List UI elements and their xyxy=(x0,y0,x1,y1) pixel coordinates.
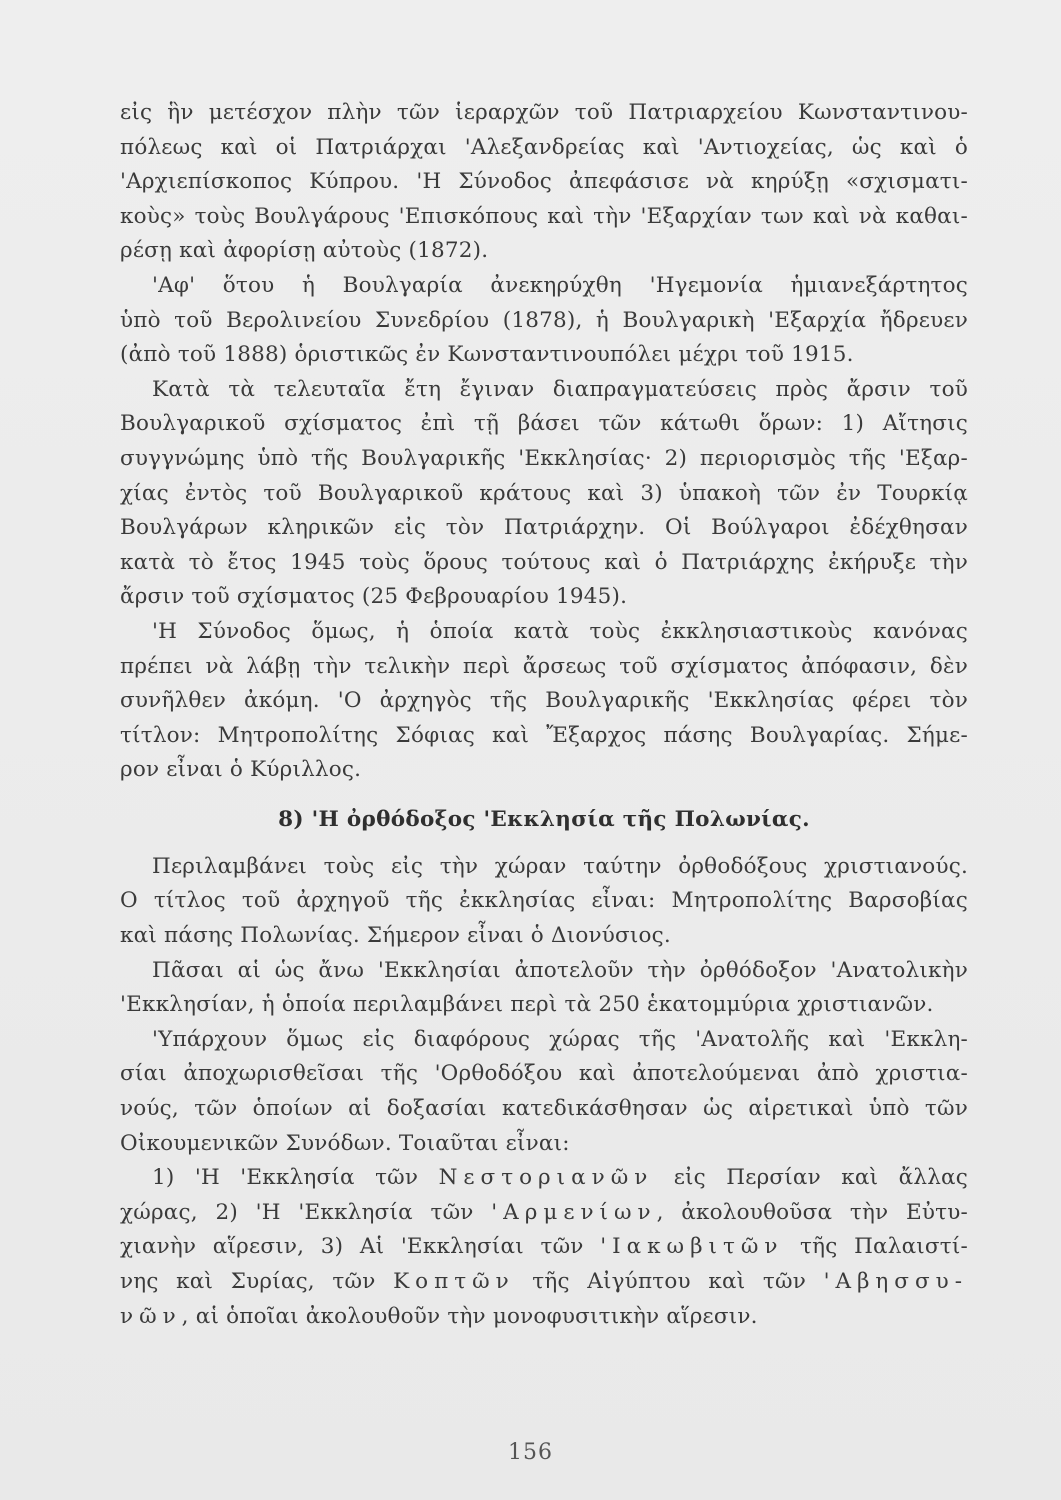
text-line: 'Υπάρχουν ὅμως εἰς διαφόρους χώρας τῆς 'Ανατολῆς καὶ 'Εκκλη- xyxy=(152,1026,968,1052)
text-line: ἄρσιν τοῦ σχίσματος (25 Φεβρουαρίου 1945). xyxy=(120,584,628,610)
spaced-name: Κοπτῶν xyxy=(393,1269,515,1294)
text-line: τίτλον: Μητροπολίτης Σόφιας καὶ Ἔξαρχος πάσης Βουλγαρίας. Σήμε- xyxy=(120,722,968,748)
text-line: καὶ πάσης Πολωνίας. Σήμερον εἶναι ὁ Διονύσιος. xyxy=(120,923,671,949)
spaced-name: 'Ιακωβιτῶν xyxy=(600,1234,784,1260)
text-span: νης καὶ Συρίας, τῶν xyxy=(120,1269,394,1294)
text-line: 'Αφ' ὅτου ἡ Βουλγαρία ἀνεκηρύχθη 'Ηγεμονία ἡμιανεξάρτητος xyxy=(152,272,968,298)
text-line xyxy=(120,1265,968,1300)
text-line: εἰς ἣν μετέσχον πλὴν τῶν ἱεραρχῶν τοῦ Πατριαρχείου Κωνσταντινου- xyxy=(120,100,968,125)
text-line: Περιλαμβάνει τοὺς εἰς τὴν χώραν ταύτην ὀρθοδόξους χριστιανούς. xyxy=(152,853,968,879)
paragraph xyxy=(120,96,968,269)
text-span: εἰς Περσίαν καὶ ἄλλας xyxy=(653,1165,968,1191)
text-line: σίαι ἀποχωρισθεῖσαι τῆς 'Ορθοδόξου καὶ ἀποτελούμεναι ἀπὸ χριστια- xyxy=(120,1061,968,1087)
text-line: πρέπει νὰ λάβῃ τὴν τελικὴν περὶ ἄρσεως τοῦ σχίσματος ἀπόφασιν, δὲν xyxy=(120,653,968,679)
text-line: Πᾶσαι αἱ ὡς ἄνω 'Εκκλησίαι ἀποτελοῦν τὴν ὀρθόδοξον 'Ανατολικὴν xyxy=(152,957,968,983)
text-line xyxy=(120,1300,968,1335)
text-line: κοὺς» τοὺς Βουλγάρους 'Επισκόπους καὶ τὴν 'Εξαρχίαν των καὶ νὰ καθαι- xyxy=(120,203,968,229)
text-line: Ο τίτλος τοῦ ἀρχηγοῦ τῆς ἐκκλησίας εἶναι: Μητροπολίτης Βαρσοβίας xyxy=(120,888,968,914)
text-span: 1) 'Η 'Εκκλησία τῶν xyxy=(152,1165,439,1191)
section-heading: 8) 'Η ὀρθόδοξος 'Εκκλησία τῆς Πολωνίας. xyxy=(278,806,810,832)
text-span: τῆς Αἰγύπτου καὶ τῶν xyxy=(514,1269,824,1294)
page-number: 156 xyxy=(508,1440,553,1465)
spaced-name: Νεστοριανῶν xyxy=(438,1165,654,1191)
text-line: ὑπὸ τοῦ Βερολινείου Συνεδρίου (1878), ἡ Βουλγαρικὴ 'Εξαρχία ἤδρευεν xyxy=(120,307,968,333)
text-line: πόλεως καὶ οἱ Πατριάρχαι 'Αλεξανδρείας καὶ 'Αντιοχείας, ὡς καὶ ὁ xyxy=(120,134,968,160)
text-line: 'Αρχιεπίσκοπος Κύπρου. 'Η Σύνοδος ἀπεφάσισε νὰ κηρύξῃ «σχισματι- xyxy=(120,169,968,195)
text-line: Βουλγαρικοῦ σχίσματος ἐπὶ τῇ βάσει τῶν κάτωθι ὅρων: 1) Αἴτησις xyxy=(120,411,968,437)
text-span: τῆς Παλαιστί- xyxy=(783,1234,968,1260)
paragraph xyxy=(120,1161,968,1334)
spaced-name: 'Αρμενίων xyxy=(491,1199,657,1225)
text-line: ρον εἶναι ὁ Κύριλλος. xyxy=(120,757,362,783)
text-line: 'Η Σύνοδος ὅμως, ἡ ὁποία κατὰ τοὺς ἐκκλησιαστικοὺς κανόνας xyxy=(152,618,968,644)
paragraph xyxy=(120,615,968,788)
paragraph xyxy=(120,850,968,954)
paragraph xyxy=(120,1023,968,1161)
text-line: Κατὰ τὰ τελευταῖα ἔτη ἔγιναν διαπραγματεύσεις πρὸς ἄρσιν τοῦ xyxy=(152,376,968,402)
text-line xyxy=(120,1230,968,1265)
text-line: 'Εκκλησίαν, ἡ ὁποία περιλαμβάνει περὶ τὰ 250 ἑκατομμύρια χριστιανῶν. xyxy=(120,992,934,1018)
text-line: κατὰ τὸ ἔτος 1945 τοὺς ὅρους τούτους καὶ ὁ Πατριάρχης ἐκήρυξε τὴν xyxy=(120,549,968,575)
text-line: ρέσῃ καὶ ἀφορίσῃ αὐτοὺς (1872). xyxy=(120,238,489,264)
text-line: χίας ἐντὸς τοῦ Βουλγαρικοῦ κράτους καὶ 3) ὑπακοὴ τῶν ἐν Τουρκίᾳ xyxy=(120,480,968,506)
text-line: Οἰκουμενικῶν Συνόδων. Τοιαῦται εἶναι: xyxy=(120,1130,570,1156)
spaced-name: 'Αβησσυ- xyxy=(823,1269,968,1294)
text-span: χιανὴν αἵρεσιν, 3) Αἱ 'Εκκλησίαι τῶν xyxy=(120,1234,601,1260)
text-line: (ἀπὸ τοῦ 1888) ὁριστικῶς ἐν Κωνσταντινουπόλει μέχρι τοῦ 1915. xyxy=(120,342,854,368)
text-line xyxy=(120,1161,968,1196)
text-line: συγγνώμης ὑπὸ τῆς Βουλγαρικῆς 'Εκκλησίας· 2) περιορισμὸς τῆς 'Εξαρ- xyxy=(120,445,968,471)
paragraph xyxy=(120,373,968,615)
text-span: , αἱ ὁποῖαι ἀκολουθοῦν τὴν μονοφυσιτικὴν αἵρεσιν. xyxy=(181,1303,758,1329)
paragraph xyxy=(120,269,968,373)
text-line xyxy=(120,1196,968,1231)
text-line: συνῆλθεν ἀκόμη. 'Ο ἀρχηγὸς τῆς Βουλγαρικῆς 'Εκκλησίας φέρει τὸν xyxy=(120,688,968,714)
text-line: Βουλγάρων κληρικῶν εἰς τὸν Πατριάρχην. Οἱ Βούλγαροι ἐδέχθησαν xyxy=(120,515,968,541)
text-span: χώρας, 2) 'Η 'Εκκλησία τῶν xyxy=(120,1199,492,1225)
text-line: νούς, τῶν ὁποίων αἱ δοξασίαι κατεδικάσθησαν ὡς αἱρετικαὶ ὑπὸ τῶν xyxy=(120,1096,968,1122)
body-text xyxy=(120,96,968,1334)
paragraph xyxy=(120,954,968,1023)
spaced-name: νῶν xyxy=(120,1303,182,1329)
text-span: , ἀκολουθοῦσα τὴν Εὐτυ- xyxy=(656,1199,968,1225)
